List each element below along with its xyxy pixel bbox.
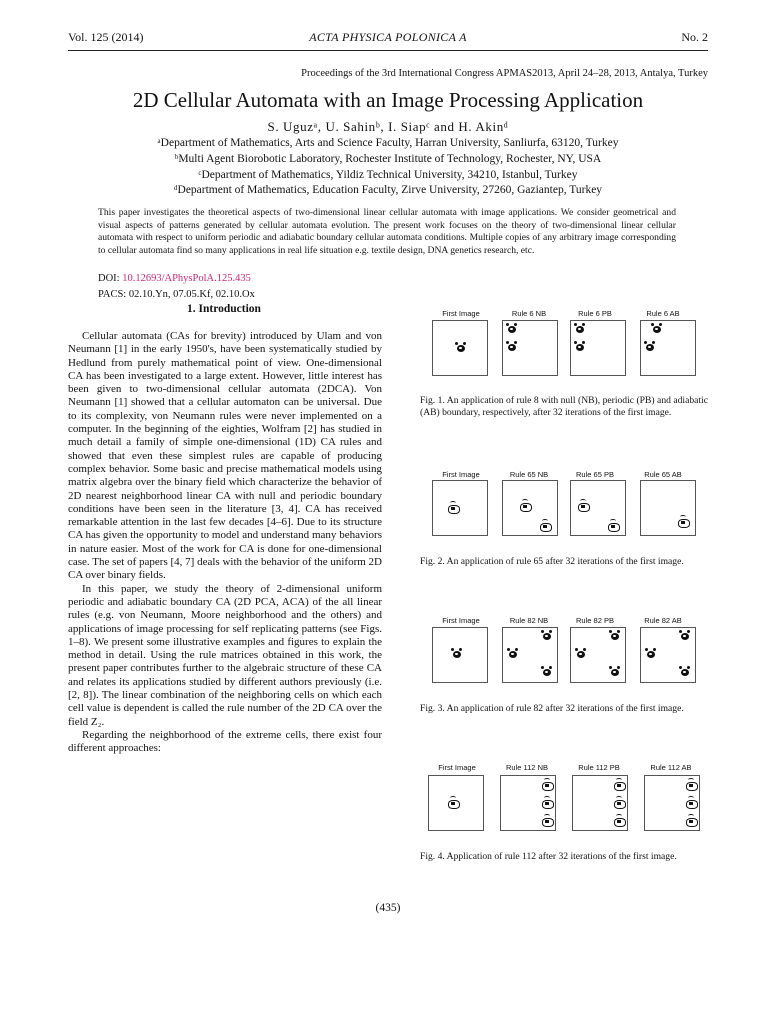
face-glyph — [519, 499, 531, 511]
face-glyph — [613, 796, 625, 808]
issue-number: No. 2 — [681, 30, 708, 44]
panel-label: Rule 82 PB — [576, 616, 614, 625]
bug-glyph — [644, 341, 655, 352]
affiliation-c: ᶜDepartment of Mathematics, Yildiz Technical University, 34210, Istanbul, Turkey — [198, 168, 578, 181]
running-head — [68, 30, 708, 48]
figure-3-caption: Fig. 3. An application of rule 82 after 32 iterations of the first image. — [420, 703, 684, 714]
face-glyph — [541, 814, 553, 826]
header-rule — [68, 50, 708, 51]
image-panel — [644, 775, 700, 831]
bug-glyph — [609, 666, 620, 677]
affiliation-d: ᵈDepartment of Mathematics, Education Faculty, Zirve University, 27260, Gaziantep, Turkey — [173, 184, 603, 197]
paper-title: 2D Cellular Automata with an Image Processing Application — [132, 88, 644, 112]
journal-name: ACTA PHYSICA POLONICA A — [309, 30, 467, 44]
doi-line — [98, 273, 251, 284]
face-glyph — [677, 515, 689, 527]
pacs-line: PACS: 02.10.Yn, 07.05.Kf, 02.10.Ox — [98, 289, 255, 300]
abstract: This paper investigates the theoretical aspects of two-dimensional linear cellular automata with image applications. We consider geometrical and visual aspects of patterns generated by cellular automata evolution. The present work focuses on the theory of two-dimensional linear cellular automata with respect to uniform periodic and adiabatic boundary cellular automata conditions. Multiple copies of any arbitrary image corresponding to cellular automata find so many applications in real life situation e.g. textile design, DNA genetics research, etc. — [98, 207, 676, 256]
bug-glyph — [541, 630, 552, 641]
face-glyph — [613, 778, 625, 790]
face-glyph — [685, 814, 697, 826]
image-panel — [502, 320, 558, 376]
image-panel — [570, 320, 626, 376]
face-glyph — [447, 501, 459, 513]
paragraph: Regarding the neighborhood of the extreme cells, there exist four different approaches: — [68, 728, 382, 755]
panel-label: Rule 112 PB — [578, 763, 620, 772]
panel-label: First Image — [442, 470, 480, 479]
volume-info: Vol. 125 (2014) — [68, 30, 144, 44]
bug-glyph — [541, 666, 552, 677]
panel-label: Rule 112 AB — [650, 763, 692, 772]
panel-label: First Image — [438, 763, 476, 772]
affiliations — [68, 136, 708, 199]
figure-4-caption: Fig. 4. Application of rule 112 after 32 iterations of the first image. — [420, 851, 677, 862]
bug-glyph — [574, 323, 585, 334]
image-panel — [428, 775, 484, 831]
bug-glyph — [651, 323, 662, 334]
affiliation-a: ᵃDepartment of Mathematics, Arts and Science Faculty, Harran University, Sanliurfa, 63120, Turkey — [157, 137, 619, 149]
face-glyph — [613, 814, 625, 826]
affiliation-b: ᵇMulti Agent Biorobotic Laboratory, Rochester Institute of Technology, Rochester, NY, USA — [174, 152, 602, 165]
image-panel — [432, 627, 488, 683]
doi-link[interactable]: 10.12693/APhysPolA.125.435 — [122, 273, 251, 284]
bug-glyph — [679, 630, 690, 641]
panel-label: First Image — [442, 616, 480, 625]
doi-label: DOI: — [98, 273, 123, 284]
panel-label: Rule 6 AB — [646, 309, 680, 318]
page-number: (435) — [375, 902, 401, 914]
bug-glyph — [645, 648, 656, 659]
image-panel — [640, 480, 696, 536]
face-glyph — [447, 796, 459, 808]
face-glyph — [541, 778, 553, 790]
panel-label: Rule 65 PB — [576, 470, 614, 479]
image-panel — [640, 320, 696, 376]
image-panel — [502, 627, 558, 683]
panel-label: Rule 82 NB — [509, 616, 549, 625]
bug-glyph — [506, 341, 517, 352]
bug-glyph — [507, 648, 518, 659]
image-panel — [432, 480, 488, 536]
bug-glyph — [679, 666, 690, 677]
image-panel — [570, 627, 626, 683]
face-glyph — [539, 519, 551, 531]
panel-label: Rule 112 NB — [506, 763, 548, 772]
bug-glyph — [451, 648, 462, 659]
panel-label: Rule 6 NB — [511, 309, 547, 318]
section-heading: 1. Introduction — [187, 303, 261, 315]
face-glyph — [685, 778, 697, 790]
image-panel — [502, 480, 558, 536]
proceedings-line: Proceedings of the 3rd International Congress APMAS2013, April 24–28, 2013, Antalya, Turkey — [301, 68, 708, 79]
figure-1-caption: Fig. 1. An application of rule 8 with null (NB), periodic (PB) and adiabatic (AB) boundary, respectively, after 32 iterations of the first image. — [420, 395, 708, 418]
body-text — [68, 330, 382, 756]
paragraph: Cellular automata (CAs for brevity) introduced by Ulam and von Neumann [1] in the early 1950's, have been systematically studied by Hedlund from purely mathematical point of view. One-dimensional CA has been investigated to a large extent. However, little interest has been given to two-dimensional cellular automata (2DCA). Von Neumann [1] showed that a cellular automaton can be universal. Due to its complexity, von Neumann rules were never implemented on a computer. In the beginning of the eighties, Wolfram [2] has studied in much detail a family of simple one-dimensional (1D) CA rules and showed that even these simplest rules are capable of producing complex behavior. Some basic and precise mathematical models using matrix algebra over the binary field which characterize the behavior of 2D nearest neighborhood linear CA with null and periodic boundary conditions have been seen in the literature [3, 4]. CA has received remarkable attention in the last few decades [4–6]. Due to its structure CA has given the opportunity to model and understand many behaviors in nature easier. Most of the work for CA is done for one-dimensional case. The set of papers [4, 7] deals with the behavior of the uniform 2D CA over binary fields. — [68, 330, 382, 582]
image-panel — [570, 480, 626, 536]
bug-glyph — [455, 342, 466, 353]
panel-label: First Image — [442, 309, 480, 318]
image-panel — [640, 627, 696, 683]
bug-glyph — [506, 323, 517, 334]
face-glyph — [607, 519, 619, 531]
figure-2-caption: Fig. 2. An application of rule 65 after 32 iterations of the first image. — [420, 556, 684, 567]
image-panel — [432, 320, 488, 376]
face-glyph — [577, 499, 589, 511]
face-glyph — [685, 796, 697, 808]
image-panel — [572, 775, 628, 831]
image-panel — [500, 775, 556, 831]
face-glyph — [541, 796, 553, 808]
panel-label: Rule 65 AB — [644, 470, 682, 479]
bug-glyph — [574, 341, 585, 352]
panel-label: Rule 82 AB — [644, 616, 682, 625]
paragraph: In this paper, we study the theory of 2-dimensional uniform periodic and adiabatic boundary CA (2D PCA, ACA) of the all linear rules (e.g. von Neumann, Moore neighborhood and the others) and applications of image processing for self replicating patterns (see Figs. 1–8). We present some illustrative examples and figures to explain the method in detail. Using the rule matrices obtained in this work, the present paper contributes further to the algebraic structure of these CA and relates its applications studied by different authors previously (i.e. [2, 8]). The linear combination of the neighboring cells on which each cell value is dependent is called the rule number of the 2D CA over the field Z₂. — [68, 582, 382, 728]
bug-glyph — [609, 630, 620, 641]
panel-label: Rule 65 NB — [509, 470, 549, 479]
bug-glyph — [575, 648, 586, 659]
panel-label: Rule 6 PB — [578, 309, 612, 318]
author-list: S. Uguzᵃ, U. Sahinᵇ, I. Siapᶜ and H. Akinᵈ — [267, 119, 509, 134]
